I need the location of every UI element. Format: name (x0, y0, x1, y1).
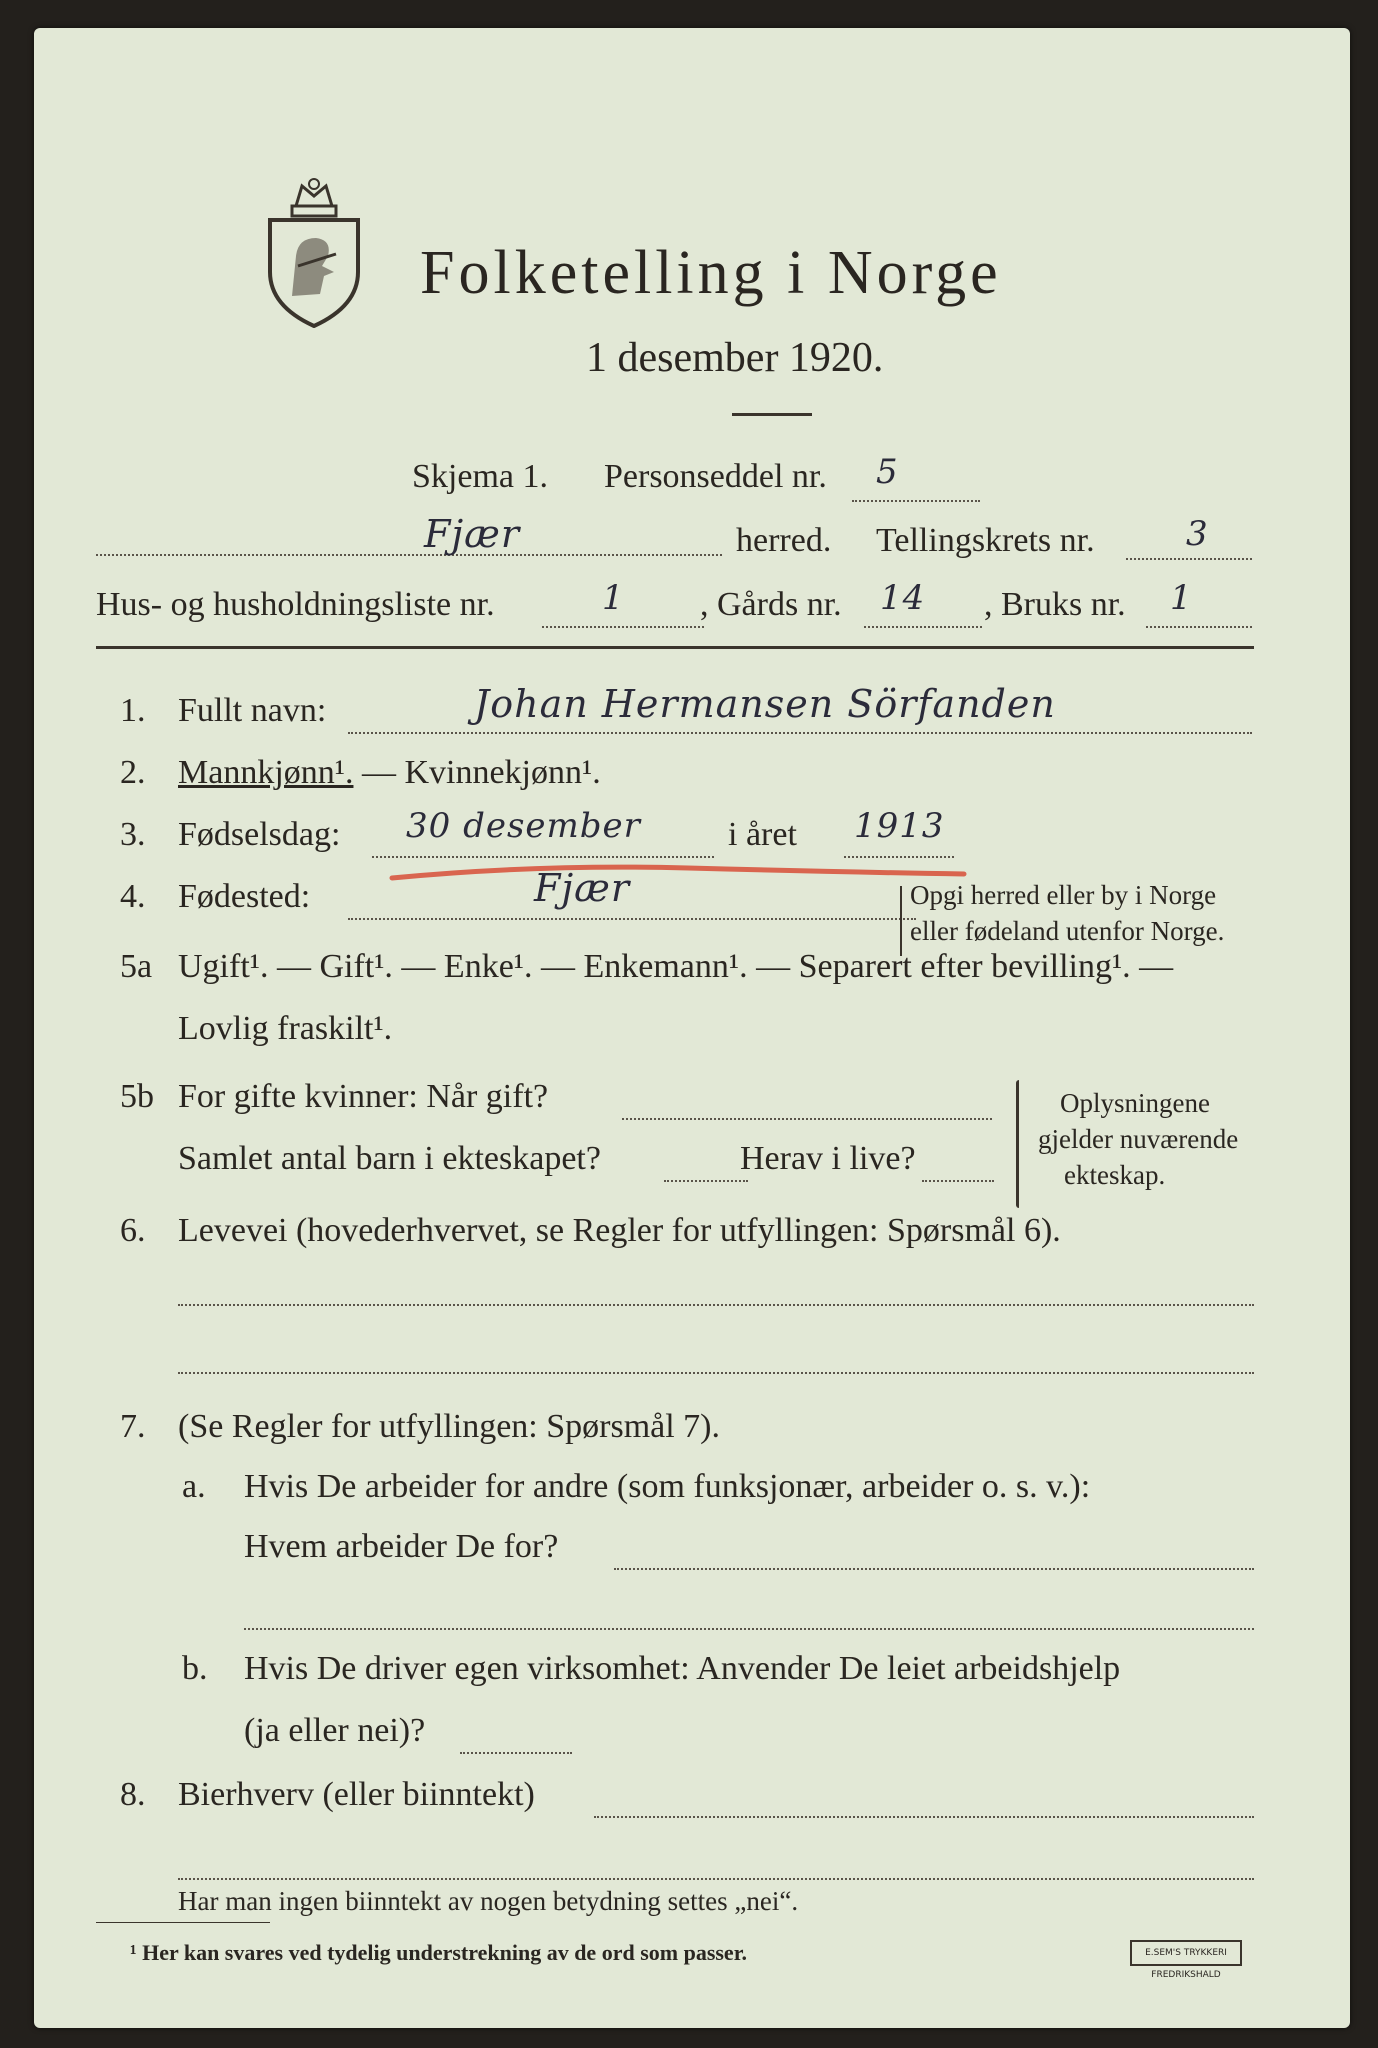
q5b-note-line3: ekteskap. (1064, 1160, 1166, 1190)
gards-value[interactable]: 14 (880, 578, 926, 618)
q4-number: 4. (120, 878, 146, 915)
q7b-line2: (ja eller nei)? (244, 1712, 426, 1749)
q5a-number: 5a (120, 948, 153, 985)
husliste-value[interactable]: 1 (602, 578, 625, 618)
form-title: Folketelling i Norge (420, 239, 1002, 307)
marital-status-divorced[interactable]: Lovlig fraskilt¹. (178, 1010, 393, 1047)
q5b-number: 5b (120, 1078, 154, 1115)
q7a-line1: Hvis De arbeider for andre (som funksjonær, arbeider o. s. v.): (244, 1468, 1091, 1505)
census-form (34, 28, 1350, 2028)
footer-note: Har man ingen biinntekt av nogen betydning settes „nei“. (178, 1886, 799, 1916)
q3-year-label: i året (728, 816, 797, 853)
side-income-field[interactable] (594, 1816, 1254, 1818)
bruks-label: , Bruks nr. (984, 586, 1126, 623)
q2-sex-options (178, 754, 601, 792)
footnote: ¹ Her kan svares ved tydelig understrekning av de ord som passer. (130, 1940, 747, 1965)
q5b-children-label: Samlet antal barn i ekteskapet? (178, 1140, 601, 1177)
census-date: 1 desember 1920. (586, 335, 884, 381)
herred-label: herred. (736, 522, 832, 559)
q4-note-line1: Opgi herred eller by i Norge (910, 880, 1217, 910)
occupation-line-2[interactable] (178, 1372, 1254, 1374)
full-name-value[interactable]: Johan Hermansen Sörfanden (474, 682, 1056, 726)
birthdate-value[interactable]: 30 desember (406, 806, 641, 846)
coat-of-arms-icon (262, 176, 366, 328)
q5b-alive-label: Herav i live? (740, 1140, 916, 1177)
q1-label: Fullt navn: (178, 692, 327, 729)
printer-stamp: E.SEM'S TRYKKERI FREDRIKSHALD (1130, 1940, 1242, 1966)
q7b-line1: Hvis De driver egen virksomhet: Anvender De leiet arbeidshjelp (244, 1650, 1121, 1687)
q4-note-line2: eller fødeland utenfor Norge. (910, 916, 1225, 946)
q7b-number: b. (182, 1650, 208, 1687)
tellingskrets-value[interactable]: 3 (1186, 514, 1209, 554)
female-option[interactable]: — Kvinnekjønn¹. (353, 754, 601, 791)
skjema-label: Skjema 1. (412, 458, 548, 495)
q3-number: 3. (120, 816, 146, 853)
hired-help-field[interactable] (460, 1752, 572, 1754)
birth-year-value[interactable]: 1913 (854, 806, 945, 846)
q7a-number: a. (182, 1468, 206, 1505)
q6-label: Levevei (hovederhvervet, se Regler for utfyllingen: Spørsmål 6). (178, 1212, 1061, 1249)
q7-number: 7. (120, 1408, 146, 1445)
male-option-underlined[interactable]: Mannkjønn¹. (178, 754, 354, 791)
q4-label: Fødested: (178, 878, 311, 915)
herred-value[interactable]: Fjær (424, 512, 521, 556)
q3-label: Fødselsdag: (178, 816, 341, 853)
bruks-value[interactable]: 1 (1170, 578, 1193, 618)
q5b-note-line1: Oplysningene (1060, 1088, 1210, 1118)
q2-number: 2. (120, 754, 146, 791)
personseddel-label: Personseddel nr. (604, 458, 827, 495)
red-pencil-underline (388, 860, 968, 888)
header-rule (96, 646, 1254, 649)
q5b-married-label: For gifte kvinner: Når gift? (178, 1078, 549, 1115)
personseddel-value[interactable]: 5 (876, 452, 899, 492)
husliste-label: Hus- og husholdningsliste nr. (96, 586, 495, 623)
occupation-line-1[interactable] (178, 1304, 1254, 1306)
gards-label: , Gårds nr. (700, 586, 842, 623)
tellingskrets-label: Tellingskrets nr. (876, 522, 1095, 559)
q6-number: 6. (120, 1212, 146, 1249)
q8-label: Bierhverv (eller biinntekt) (178, 1776, 535, 1813)
marital-status-options[interactable]: Ugift¹. — Gift¹. — Enke¹. — Enkemann¹. — Separert efter bevilling¹. — (178, 948, 1174, 985)
q1-number: 1. (120, 692, 146, 729)
q5b-note-line2: gjelder nuværende (1038, 1124, 1239, 1154)
q7a-line2: Hvem arbeider De for? (244, 1528, 559, 1565)
title-divider (732, 413, 812, 416)
birthplace-value[interactable]: Fjær (534, 866, 631, 910)
employer-field[interactable] (614, 1568, 1254, 1570)
q7-label: (Se Regler for utfyllingen: Spørsmål 7). (178, 1408, 721, 1445)
q8-number: 8. (120, 1776, 146, 1813)
